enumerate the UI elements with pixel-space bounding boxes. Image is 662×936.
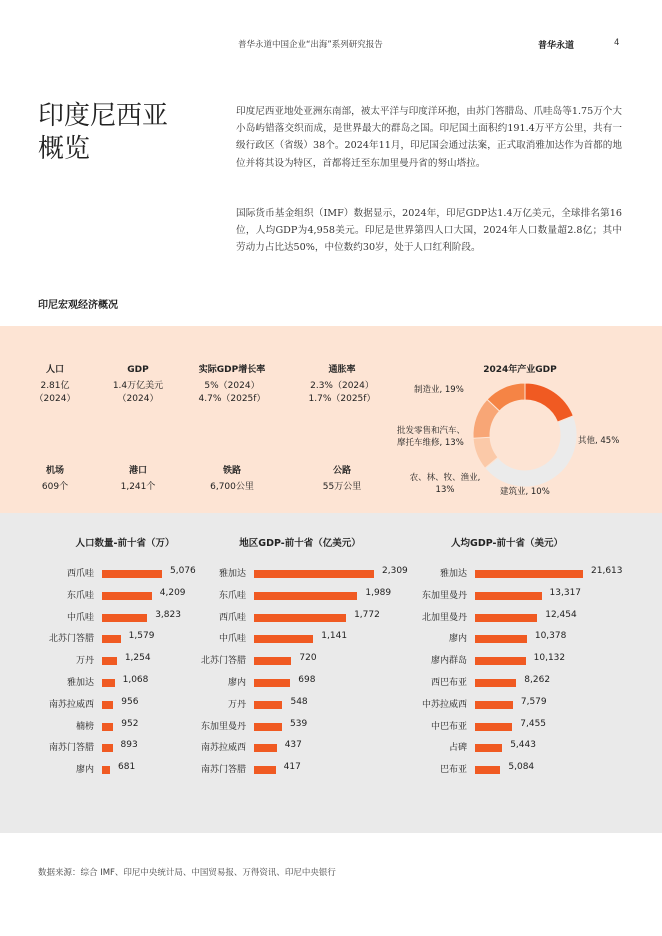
bar-category-label: 巴布亚: [439, 765, 467, 776]
bar: [475, 701, 513, 709]
bar-category-label: 南苏拉威西: [48, 699, 94, 710]
donut-label-wholesale-line1: 批发零售和汽车、: [397, 426, 466, 436]
provinces-charts-panel: [0, 513, 662, 833]
stat-inflation-value-2025f: 1.7%（2025f）: [308, 394, 376, 404]
bar-category-label: 廖内: [227, 678, 246, 688]
donut-label-wholesale-line2: 摩托车维修, 13%: [397, 438, 464, 448]
intro-paragraph-economy: 国际货币基金组织（IMF）数据显示，2024年，印尼GDP达1.4万亿美元，全球排名第16位，人均GDP为4,958美元。印尼是世界第四人口大国，2024年人口数量超2.8亿；其中劳动力占比达50%，中位数约30岁，处于人口红利阶段。: [236, 208, 622, 254]
bar-value-label: 437: [284, 740, 302, 751]
stat-railway: [187, 465, 277, 494]
bar-category-label: 西爪哇: [218, 612, 246, 623]
page-title: [38, 100, 208, 166]
bar-category-label: 雅加达: [439, 569, 467, 579]
bar-category-label: 东爪哇: [66, 590, 94, 601]
section-title: 印尼宏观经济概况: [38, 300, 118, 311]
bar-category-label: 万丹: [75, 656, 94, 667]
bar: [475, 679, 516, 687]
stat-highway: [297, 465, 387, 494]
bar-value-label: 5,443: [510, 740, 536, 751]
bar-value-label: 1,254: [124, 653, 151, 664]
bar-value-label: 7,579: [520, 696, 547, 707]
chart-title-population: 人口数量-前十省（万）: [75, 538, 175, 549]
stat-gdp-value: 1.4万亿美元: [112, 381, 164, 391]
bar-value-label: 1,989: [365, 587, 392, 598]
stat-gdp: [93, 364, 183, 406]
bar-value-label: 2,309: [382, 566, 408, 576]
chart-title-gdp-per-capita: 人均GDP-前十省（美元）: [451, 538, 563, 549]
stat-growth-value-2024: 5%（2024）: [204, 381, 260, 391]
bar: [475, 744, 502, 752]
bar-category-label: 中爪哇: [218, 634, 246, 645]
stat-gdp-label: GDP: [127, 365, 149, 375]
bar-value-label: 12,454: [545, 609, 577, 620]
bar-category-label: 东加里曼丹: [200, 721, 246, 732]
stat-airports-label: 机场: [45, 466, 64, 476]
bar: [475, 635, 527, 643]
bar-value-label: 10,378: [534, 631, 567, 642]
donut-label-other: 其他, 45%: [578, 436, 620, 446]
bar: [475, 614, 537, 622]
bar-category-label: 北苏门答腊: [48, 634, 94, 645]
donut-slice-1: [485, 416, 577, 487]
bar-category-label: 南苏门答腊: [200, 765, 246, 776]
bar-value-label: 8,262: [524, 675, 551, 685]
chart-title-regional-gdp: 地区GDP-前十省（亿美元）: [239, 538, 361, 549]
bar-value-label: 417: [283, 762, 301, 773]
bar-value-label: 720: [299, 653, 317, 664]
bar-category-label: 西巴布亚: [430, 678, 467, 688]
page-title-line1: 印度尼西亚: [38, 101, 169, 131]
stat-railway-value: 6,700公里: [210, 482, 254, 492]
bar-value-label: 956: [121, 696, 139, 707]
bar-category-label: 西爪哇: [66, 569, 94, 579]
stat-ports: [93, 465, 183, 494]
stat-growth-label: 实际GDP增长率: [198, 365, 266, 375]
bar-category-label: 楠榜: [75, 721, 94, 732]
bar-category-label: 占碑: [448, 743, 467, 754]
bar-value-label: 21,613: [591, 566, 623, 576]
data-source-note: 数据来源：综合 IMF、印尼中央统计局、中国贸易报、万得资讯、印尼中央银行: [38, 868, 336, 878]
donut-label-wholesale: [397, 425, 465, 449]
stat-inflation: [297, 364, 387, 406]
bar: [475, 766, 500, 774]
bar-value-label: 5,076: [170, 566, 196, 576]
donut-label-construction: 建筑业, 10%: [500, 487, 550, 497]
stat-airports-value: 609个: [41, 482, 69, 492]
bar-category-label: 南苏拉威西: [200, 743, 246, 754]
stat-ports-value: 1,241个: [120, 482, 156, 492]
bar-value-label: 698: [298, 675, 316, 685]
bar-value-label: 1,579: [128, 631, 155, 642]
bar: [475, 570, 583, 578]
bar-category-label: 东加里曼丹: [421, 590, 467, 601]
brand-name: 普华永道: [538, 41, 575, 51]
stat-population-year: （2024）: [34, 394, 76, 404]
stat-real-gdp-growth: [187, 364, 277, 406]
bar-category-label: 万丹: [227, 699, 246, 710]
bar-value-label: 1,141: [321, 631, 348, 642]
donut-label-agriculture-line2: 13%: [435, 485, 455, 495]
stat-inflation-value-2024: 2.3%（2024）: [310, 381, 374, 391]
bar-category-label: 廖内: [75, 765, 94, 776]
stat-inflation-label: 通胀率: [328, 365, 356, 375]
stat-population-value: 2.81亿: [40, 381, 70, 391]
intro-paragraph-geography: 印度尼西亚地处亚洲东南部，被太平洋与印度洋环抱，由苏门答腊岛、爪哇岛等1.75万个大小岛屿错落交织而成，是世界最大的群岛之国。印尼国土面积约191.4万平方公里，共有一级行政区（省级）38个。2024年11月，印尼国会通过法案，正式取消雅加达作为首都的地位并将其设为特区，首都将迁至东加里曼丹省的努山塔拉。: [236, 106, 622, 169]
stat-highway-value: 55万公里: [322, 482, 362, 492]
bar-value-label: 10,132: [533, 653, 566, 664]
bar-value-label: 1,068: [122, 675, 149, 685]
bar-value-label: 539: [290, 718, 308, 729]
report-series-title: 普华永道中国企业“出海”系列研究报告: [238, 40, 383, 50]
bar-value-label: 681: [118, 762, 136, 773]
bar-value-label: 5,084: [508, 762, 535, 773]
bar-category-label: 北苏门答腊: [200, 656, 246, 667]
bar-value-label: 7,455: [520, 718, 547, 729]
stat-growth-value-2025f: 4.7%（2025f）: [198, 394, 266, 404]
bar-category-label: 廖内: [448, 634, 467, 645]
stat-railway-label: 铁路: [222, 466, 241, 476]
bar-category-label: 东爪哇: [218, 590, 246, 601]
bar-category-label: 中爪哇: [66, 612, 94, 623]
bar: [475, 657, 526, 665]
bar-value-label: 952: [121, 718, 139, 729]
bar-value-label: 893: [120, 740, 138, 751]
bar: [475, 723, 512, 731]
bar-category-label: 雅加达: [218, 569, 246, 579]
stat-population: [10, 364, 100, 406]
stat-population-label: 人口: [45, 365, 64, 375]
bar-value-label: 548: [290, 696, 308, 707]
page-title-line2: 概览: [38, 134, 91, 164]
stat-airports: [10, 465, 100, 494]
bar-value-label: 4,209: [159, 587, 186, 598]
donut-label-agriculture: [403, 472, 487, 496]
stat-highway-label: 公路: [332, 466, 351, 476]
bar-category-label: 中苏拉威西: [421, 699, 467, 710]
bar-category-label: 中巴布亚: [430, 721, 467, 732]
bar-value-label: 1,772: [354, 609, 380, 620]
stat-ports-label: 港口: [128, 466, 147, 476]
bar-value-label: 13,317: [549, 587, 582, 598]
industry-gdp-title: 2024年产业GDP: [483, 365, 557, 375]
bar-category-label: 廖内群岛: [430, 656, 467, 667]
bar-value-label: 3,823: [155, 609, 181, 620]
bar: [475, 592, 542, 600]
page-number: 4: [614, 38, 620, 48]
stat-gdp-year: （2024）: [117, 394, 159, 404]
bar-category-label: 北加里曼丹: [421, 612, 467, 623]
donut-slice-0: [525, 383, 573, 422]
donut-label-manufacturing: 制造业, 19%: [414, 385, 464, 395]
bar-category-label: 雅加达: [66, 678, 94, 688]
donut-label-agriculture-line1: 农、林、牧、渔业,: [409, 473, 481, 483]
bar-category-label: 南苏门答腊: [48, 743, 94, 754]
